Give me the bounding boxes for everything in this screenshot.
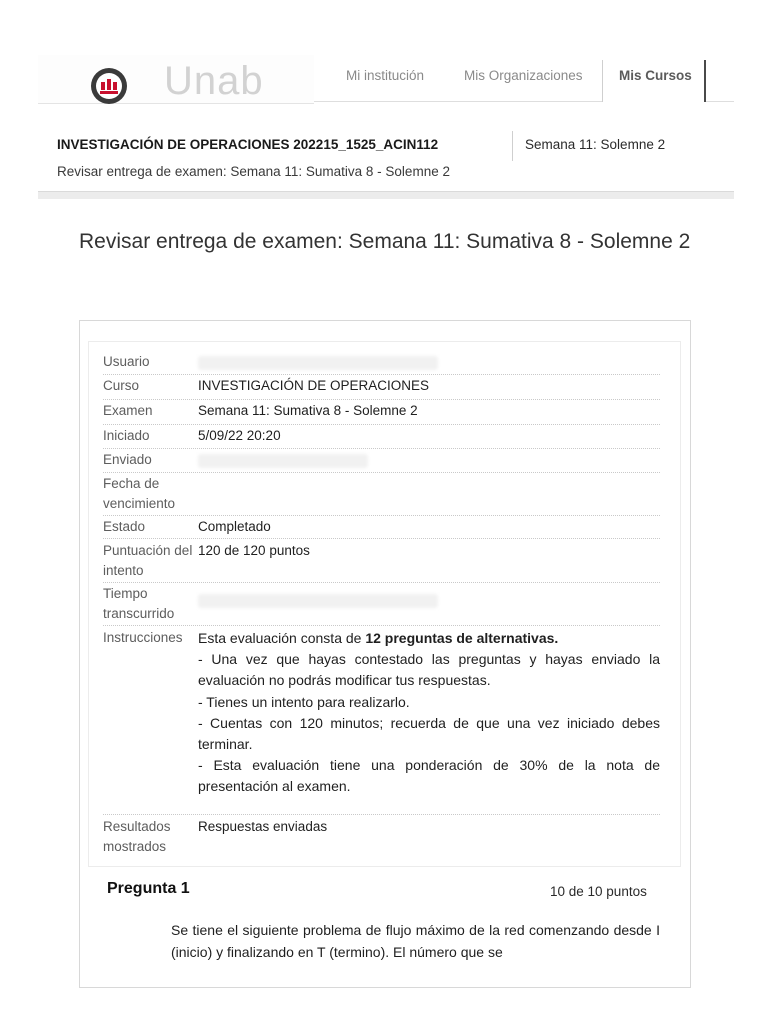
redacted-elapsed-time bbox=[198, 594, 438, 608]
logo-wordmark: Unab bbox=[164, 59, 264, 103]
instructions-question-count: 12 preguntas de alternativas. bbox=[365, 630, 559, 646]
exam-value: Semana 11: Sumativa 8 - Solemne 2 bbox=[198, 403, 418, 418]
question-heading: Pregunta 1 bbox=[107, 880, 190, 897]
header-divider bbox=[38, 191, 734, 199]
started-value: 5/09/22 20:20 bbox=[198, 428, 281, 443]
row-instructions bbox=[103, 628, 660, 815]
started-label: Iniciado bbox=[103, 428, 150, 443]
instruction-line: - Una vez que hayas contestado las preguntas y hayas enviado la evaluación no podrás modificar tus respuestas. bbox=[198, 651, 660, 689]
row-exam bbox=[103, 401, 660, 425]
row-user bbox=[103, 352, 660, 375]
user-label: Usuario bbox=[103, 354, 150, 369]
redacted-user-value bbox=[198, 356, 438, 370]
submitted-label: Enviado bbox=[103, 452, 152, 467]
top-navigation bbox=[38, 55, 734, 103]
nav-my-institution[interactable]: Mi institución bbox=[346, 68, 425, 83]
due-date-label: Fecha de vencimiento bbox=[103, 476, 176, 511]
score-value: 120 de 120 puntos bbox=[198, 543, 310, 558]
exam-label: Examen bbox=[103, 403, 153, 418]
logo[interactable] bbox=[38, 55, 314, 104]
elapsed-time-label: Tiempo transcurrido bbox=[103, 586, 175, 621]
row-submitted bbox=[103, 450, 660, 473]
institution-seal-icon bbox=[91, 68, 127, 104]
row-status bbox=[103, 517, 660, 539]
breadcrumb-current: Revisar entrega de examen: Semana 11: Sumativa 8 - Solemne 2 bbox=[57, 164, 450, 179]
results-shown-value: Respuestas enviadas bbox=[198, 819, 328, 834]
question-points: 10 de 10 puntos bbox=[550, 884, 647, 899]
row-results-shown bbox=[103, 817, 660, 859]
redacted-submitted-value bbox=[198, 454, 368, 468]
course-value: INVESTIGACIÓN DE OPERACIONES bbox=[198, 378, 430, 393]
score-label: Puntuación del intento bbox=[103, 543, 193, 578]
instruction-line: - Tienes un intento para realizarlo. bbox=[198, 693, 410, 710]
nav-my-courses[interactable]: Mis Cursos bbox=[602, 60, 706, 102]
question-text: Se tiene el siguiente problema de flujo máximo de la red comenzando desde I (inicio) y finalizando en T (termino). El número que se bbox=[171, 922, 660, 960]
instructions-label: Instrucciones bbox=[103, 630, 183, 645]
breadcrumb-divider bbox=[512, 131, 513, 161]
row-started bbox=[103, 426, 660, 449]
instruction-line: - Esta evaluación tiene una ponderación de 30% de la nota de presentación al examen. bbox=[198, 757, 660, 795]
instructions-intro: Esta evaluación consta de 12 preguntas de alternativas. bbox=[198, 630, 559, 646]
status-value: Completado bbox=[198, 519, 271, 534]
page-title: Revisar entrega de examen: Semana 11: Sumativa 8 - Solemne 2 bbox=[79, 230, 691, 254]
row-score bbox=[103, 541, 660, 583]
instruction-line: - Cuentas con 120 minutos; recuerda de que una vez iniciado debes terminar. bbox=[198, 714, 660, 753]
breadcrumb-week[interactable]: Semana 11: Solemne 2 bbox=[525, 137, 666, 152]
nav-my-organizations[interactable]: Mis Organizaciones bbox=[464, 68, 583, 83]
course-label: Curso bbox=[103, 378, 140, 393]
status-label: Estado bbox=[103, 519, 146, 534]
row-elapsed-time bbox=[103, 584, 660, 626]
course-title[interactable]: INVESTIGACIÓN DE OPERACIONES 202215_1525_ACIN112 bbox=[57, 137, 439, 152]
row-due-date bbox=[103, 474, 660, 516]
row-course bbox=[103, 376, 660, 400]
results-shown-label: Resultados mostrados bbox=[103, 819, 171, 854]
instructions-text bbox=[198, 628, 660, 798]
